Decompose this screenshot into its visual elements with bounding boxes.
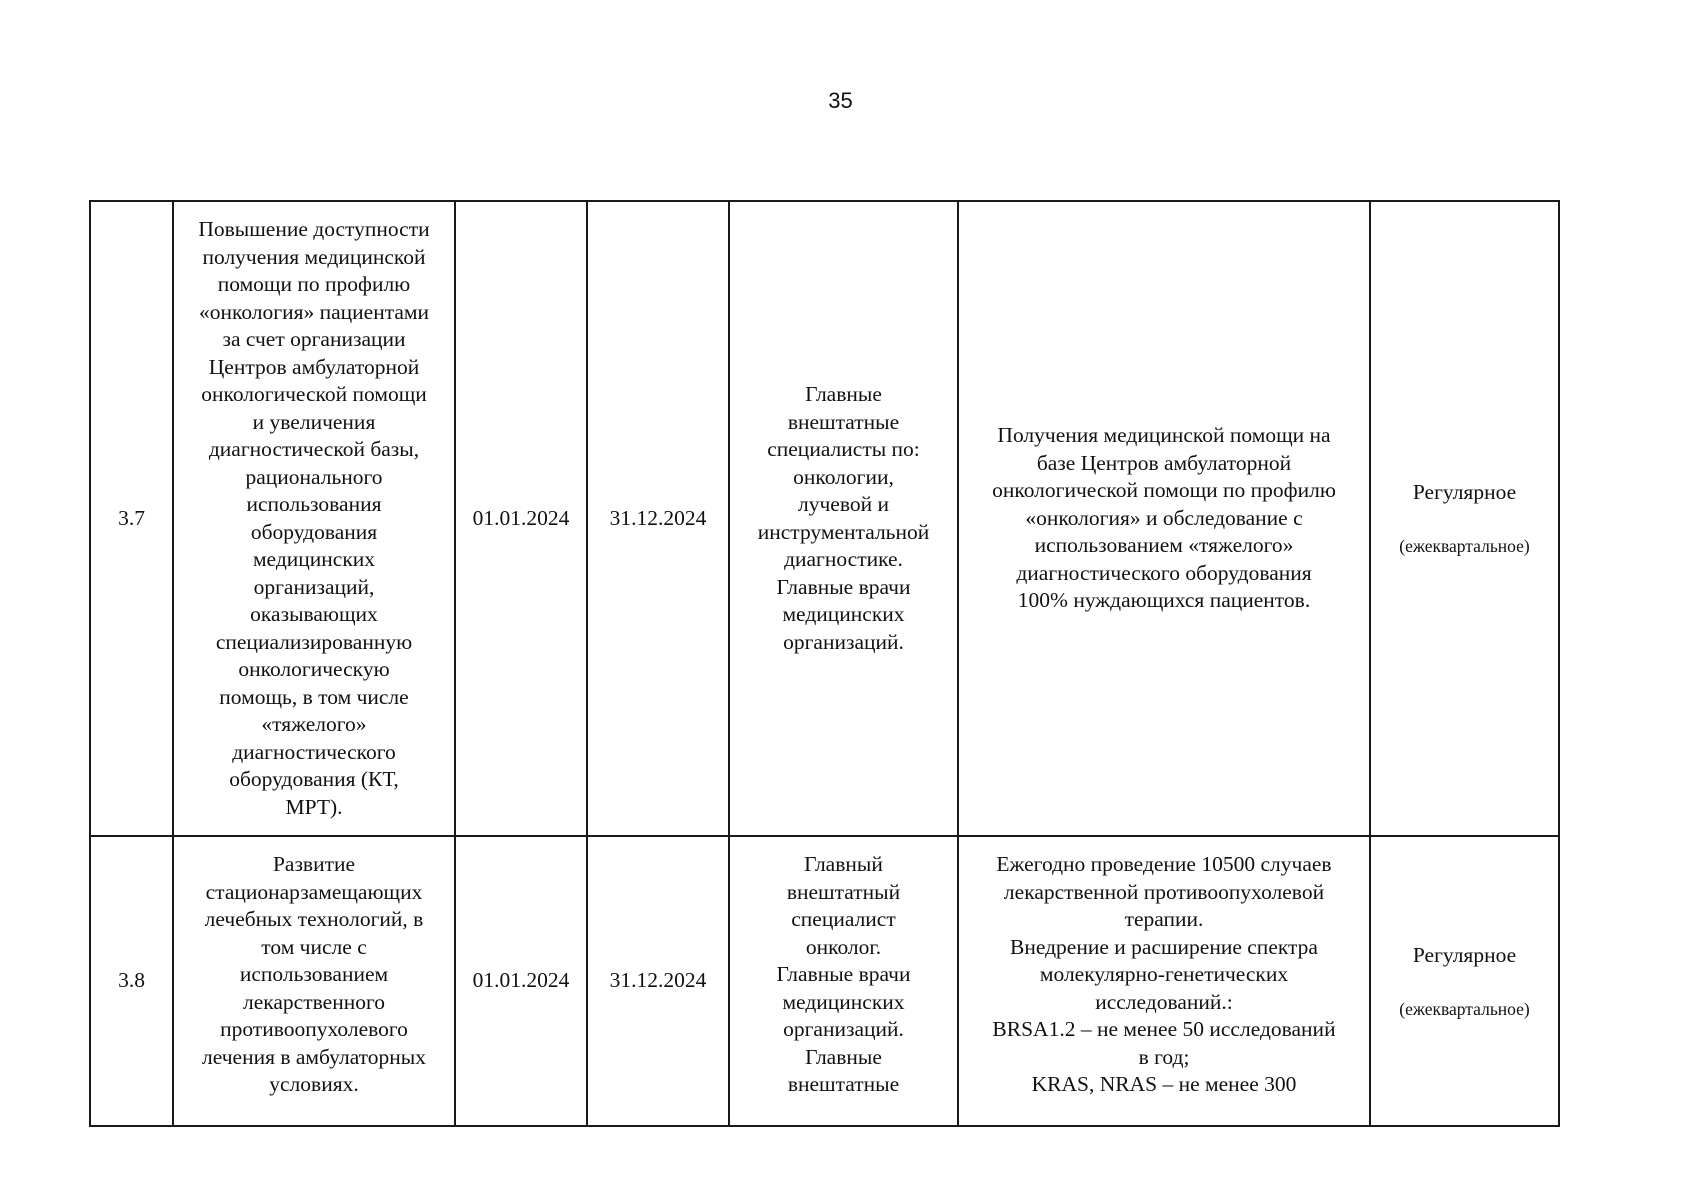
- activity-description: Развитие стационарзамещающих лечебных технологий, в том числе с использованием лекарственного противоопухолевого лечения в амбулаторных условиях.: [173, 836, 455, 1126]
- start-date: 01.01.2024: [455, 201, 587, 836]
- table-row: [90, 201, 1559, 836]
- expected-result: Ежегодно проведение 10500 случаев лекарственной противоопухолевой терапии. Внедрение и расширение спектра молекулярно-генетических исследований.: BRSA1.2 – не менее 50 исследований в год; KRAS, NRAS – не менее 300: [958, 836, 1370, 1126]
- activity-table: [89, 200, 1560, 1127]
- frequency-note: (ежеквартальное): [1399, 998, 1530, 1019]
- start-date: 01.01.2024: [455, 836, 587, 1126]
- row-number: 3.7: [90, 201, 173, 836]
- reporting-frequency: [1370, 836, 1559, 1126]
- row-number: 3.8: [90, 836, 173, 1126]
- responsible-persons: Главные внештатные специалисты по: онкологии, лучевой и инструментальной диагностике. Главные врачи медицинских организаций.: [729, 201, 958, 836]
- reporting-frequency: [1370, 201, 1559, 836]
- table-row: [90, 836, 1559, 1126]
- frequency-note: (ежеквартальное): [1399, 536, 1530, 556]
- frequency-label: Регулярное: [1412, 480, 1517, 504]
- responsible-persons: Главный внештатный специалист онколог. Главные врачи медицинских организаций. Главные внештатные: [729, 836, 958, 1126]
- end-date: 31.12.2024: [587, 836, 729, 1126]
- expected-result: Получения медицинской помощи на базе Центров амбулаторной онкологической помощи по профилю «онкология» и обследование с использованием «тяжелого» диагностического оборудования 100% нуждающихся пациентов.: [958, 201, 1370, 836]
- end-date: 31.12.2024: [587, 201, 729, 836]
- activity-description: Повышение доступности получения медицинской помощи по профилю «онкология» пациентами за счет организации Центров амбулаторной онкологической помощи и увеличения диагностической базы, рационального использования оборудования медицинских организаций, оказывающих специализированную онкологическую помощь, в том числе «тяжелого» диагностического оборудования (КТ, МРТ).: [173, 201, 455, 836]
- frequency-label: Регулярное: [1412, 942, 1517, 967]
- page-number: 35: [828, 88, 853, 113]
